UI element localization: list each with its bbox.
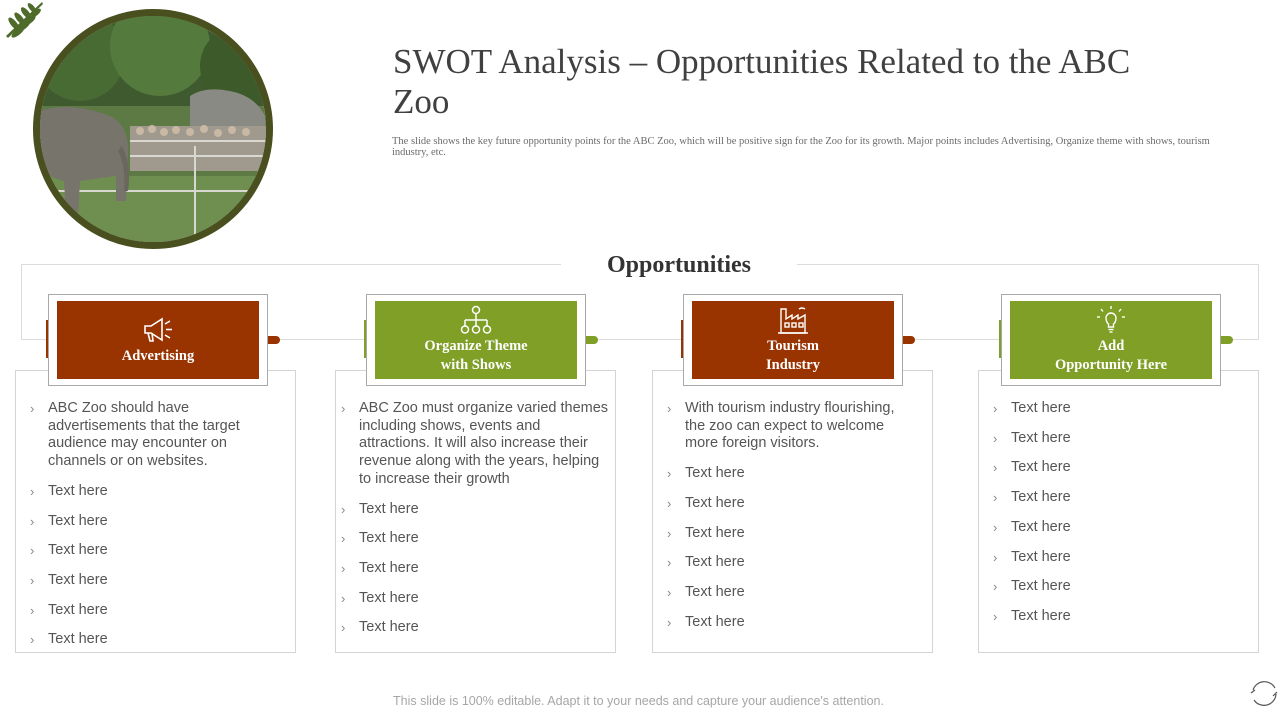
connector-dot (903, 336, 915, 344)
chevron-right-icon: › (667, 584, 672, 600)
list-item: › Text here (993, 548, 1071, 565)
list-item: › Text here (667, 583, 745, 600)
chevron-right-icon: › (30, 572, 35, 588)
chevron-right-icon: › (30, 513, 35, 529)
list-item: › Text here (30, 482, 108, 499)
header-label: Organize Theme with Shows (424, 338, 528, 373)
page-subtitle: The slide shows the key future opportunity points for the ABC Zoo, which will be positive sign for the Zoo for its growth. Major points includes Advertising, Organize theme with shows, tourism industry, etc. (392, 136, 1210, 158)
list-item: › ABC Zoo must organize varied themes including shows, events and attractions. It will also increase their revenue along with the years, helping to increase their growth (341, 400, 609, 487)
list-item: › Text here (341, 530, 419, 547)
chevron-right-icon: › (30, 632, 35, 648)
chevron-right-icon: › (30, 602, 35, 618)
chevron-right-icon: › (30, 543, 35, 559)
megaphone-icon (140, 315, 176, 345)
header-advertising (48, 294, 268, 386)
chevron-right-icon: › (993, 430, 998, 446)
chevron-right-icon: › (667, 614, 672, 630)
header-label: Advertising (121, 347, 195, 364)
bullet-list-add (993, 400, 1241, 638)
lightbulb-icon (1093, 305, 1129, 335)
list-item: › Text here (667, 554, 745, 571)
chevron-right-icon: › (341, 401, 346, 416)
list-item: › Text here (993, 400, 1071, 416)
header-theme (366, 294, 586, 386)
chevron-right-icon: › (667, 401, 672, 416)
footer-note: This slide is 100% editable. Adapt it to your needs and capture your audience's attention. (393, 694, 884, 708)
list-item: › Text here (993, 489, 1071, 506)
chevron-right-icon: › (993, 579, 998, 595)
list-item: › Text here (667, 613, 745, 630)
factory-icon (775, 305, 811, 335)
header-label: Tourism Industry (766, 338, 820, 373)
chevron-right-icon: › (341, 590, 346, 606)
chevron-right-icon: › (667, 495, 672, 511)
section-title: Opportunities (561, 248, 797, 282)
list-item: › Text here (30, 631, 108, 648)
leaf-decoration-icon (2, 0, 44, 40)
chevron-right-icon: › (341, 620, 346, 636)
list-item: › Text here (993, 429, 1071, 446)
chevron-right-icon: › (341, 531, 346, 547)
list-item: › Text here (993, 607, 1071, 624)
chevron-right-icon: › (30, 401, 35, 416)
connector-dot (268, 336, 280, 344)
connector-dot (586, 336, 598, 344)
list-item: › Text here (341, 559, 419, 576)
list-item: › Text here (993, 578, 1071, 595)
chevron-right-icon: › (993, 490, 998, 506)
circle-logo-icon (1249, 678, 1279, 708)
bullet-list-advertising (30, 400, 278, 661)
bullet-list-tourism (667, 400, 907, 643)
list-item: › Text here (341, 500, 419, 517)
list-item: › ABC Zoo should have advertisements that the target audience may encounter on channels or on websites. (30, 400, 240, 470)
chevron-right-icon: › (993, 401, 998, 416)
page-title: SWOT Analysis – Opportunities Related to the ABC Zoo (393, 42, 1131, 121)
list-item: › Text here (341, 589, 419, 606)
chevron-right-icon: › (341, 501, 346, 517)
chevron-right-icon: › (993, 460, 998, 476)
org-chart-icon (458, 305, 494, 335)
list-item: › Text here (667, 494, 745, 511)
connector-dot (1221, 336, 1233, 344)
chevron-right-icon: › (993, 608, 998, 624)
header-label: Add Opportunity Here (1054, 338, 1168, 373)
list-item: › Text here (667, 465, 745, 482)
list-item: › Text here (993, 459, 1071, 476)
chevron-right-icon: › (30, 483, 35, 499)
list-item: › Text here (993, 518, 1071, 535)
list-item: › Text here (30, 601, 108, 618)
chevron-right-icon: › (667, 555, 672, 571)
chevron-right-icon: › (993, 519, 998, 535)
bullet-list-theme (341, 400, 615, 649)
list-item: › Text here (667, 524, 745, 541)
zoo-photo (33, 9, 273, 249)
list-item: › Text here (341, 619, 419, 636)
chevron-right-icon: › (667, 525, 672, 541)
list-item: › With tourism industry flourishing, the zoo can expect to welcome more foreign visitors. (667, 400, 895, 452)
list-item: › Text here (30, 542, 108, 559)
list-item: › Text here (30, 571, 108, 588)
chevron-right-icon: › (667, 466, 672, 482)
header-tourism (683, 294, 903, 386)
list-item: › Text here (30, 512, 108, 529)
chevron-right-icon: › (341, 560, 346, 576)
header-add (1001, 294, 1221, 386)
chevron-right-icon: › (993, 549, 998, 565)
